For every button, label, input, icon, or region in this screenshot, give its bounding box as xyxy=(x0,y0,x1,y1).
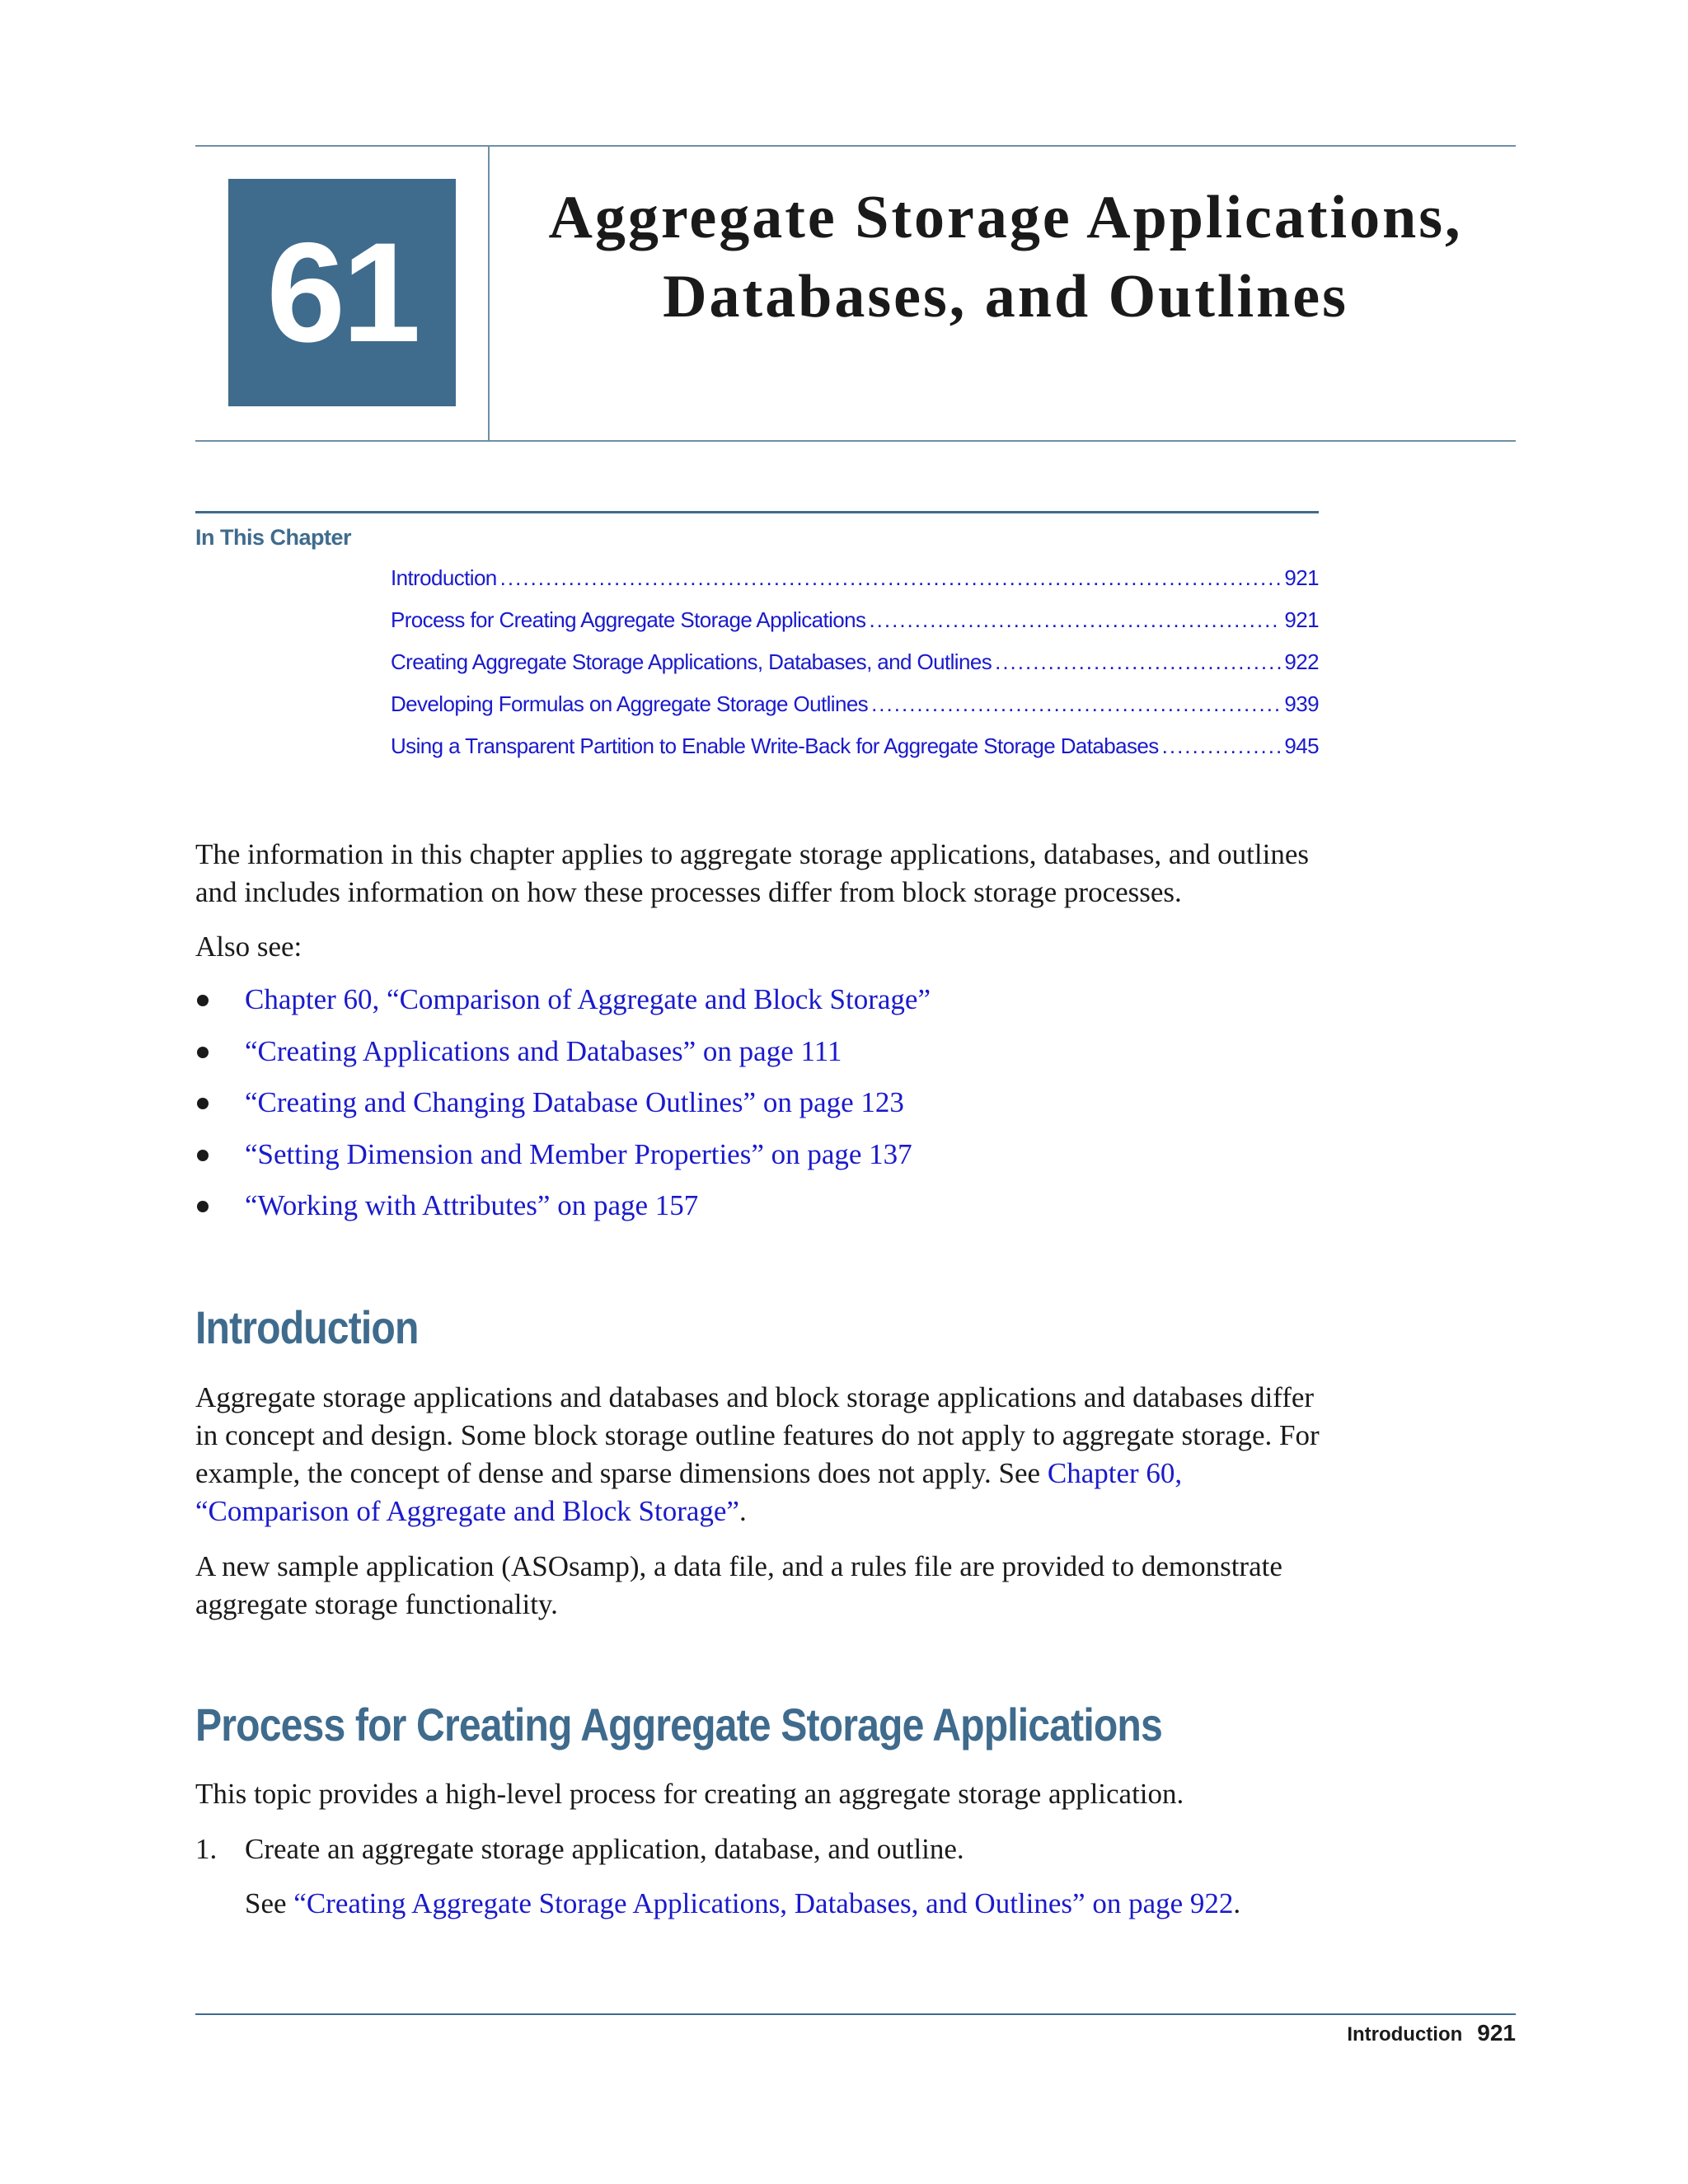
toc-item-page: 945 xyxy=(1284,733,1319,758)
step-text: Create an aggregate storage application, database, and outline. xyxy=(245,1833,964,1865)
also-see-item[interactable] xyxy=(195,1136,1320,1188)
toc-item-page: 921 xyxy=(1284,607,1319,632)
step-number: 1. xyxy=(195,1833,218,1865)
also-see-item[interactable] xyxy=(195,1033,1320,1085)
step-see-label: See xyxy=(245,1887,294,1919)
header-bottom-rule xyxy=(195,440,1516,442)
bullet-icon xyxy=(197,995,209,1006)
also-see-link[interactable]: “Creating and Changing Database Outlines” on page 123 xyxy=(245,1086,904,1118)
toc-leader-dots xyxy=(869,607,1281,633)
chapter-60-link[interactable]: Chapter 60, “Comparison of Aggregate and Block Storage” xyxy=(195,1457,1183,1527)
chapter-intro-paragraph: The information in this chapter applies to aggregate storage applications, databases, and outlines and includes information on how these processes differ from block storage processes. xyxy=(195,838,1309,908)
bullet-icon xyxy=(197,1201,209,1212)
toc-item-partition[interactable] xyxy=(391,733,1319,776)
process-paragraph: This topic provides a high-level process for creating an aggregate storage application. xyxy=(195,1778,1184,1810)
footer-rule xyxy=(195,2013,1516,2015)
also-see-item[interactable] xyxy=(195,1187,1320,1239)
also-see-link[interactable]: “Working with Attributes” on page 157 xyxy=(245,1189,699,1221)
toc-leader-dots xyxy=(1162,733,1282,759)
toc-item-introduction[interactable] xyxy=(391,565,1319,607)
toc-leader-dots xyxy=(995,649,1281,675)
also-see-link[interactable]: “Setting Dimension and Member Properties” on page 137 xyxy=(245,1137,912,1170)
footer-page-number: 921 xyxy=(1477,2020,1516,2046)
introduction-paragraph-1 xyxy=(195,1379,1320,1530)
page-footer xyxy=(1347,2020,1516,2046)
creating-aggregate-storage-link[interactable]: “Creating Aggregate Storage Applications, Databases, and Outlines” on page 922 xyxy=(293,1887,1234,1919)
also-see-link[interactable]: “Creating Applications and Databases” on page 111 xyxy=(245,1034,842,1067)
toc-list xyxy=(391,565,1319,776)
toc-item-title: Introduction xyxy=(391,565,497,590)
toc-item-page: 939 xyxy=(1284,691,1319,716)
step-see-end: . xyxy=(1233,1887,1241,1919)
section-heading-introduction: Introduction xyxy=(195,1301,419,1353)
toc-item-page: 922 xyxy=(1284,649,1319,674)
introduction-paragraph-text: Aggregate storage applications and databases and block storage applications and databases differ in concept and design. Some block storage outline features do not apply to aggregate storage. For example, the concept of dense and sparse dimensions does not apply. See xyxy=(195,1381,1320,1489)
toc-item-title: Process for Creating Aggregate Storage Applications xyxy=(391,607,866,632)
toc-item-title: Developing Formulas on Aggregate Storage Outlines xyxy=(391,691,869,716)
bullet-icon xyxy=(197,1150,209,1161)
toc-item-process[interactable] xyxy=(391,607,1319,649)
also-see-item[interactable] xyxy=(195,981,1320,1033)
toc-rule xyxy=(195,511,1319,513)
chapter-title-line2: Databases, and Outlines xyxy=(663,263,1348,330)
toc-item-page: 921 xyxy=(1284,565,1319,590)
footer-section-name: Introduction xyxy=(1347,2023,1463,2046)
section-heading-process: Process for Creating Aggregate Storage Applications xyxy=(195,1699,1162,1750)
toc-item-title: Using a Transparent Partition to Enable Write-Back for Aggregate Storage Databases xyxy=(391,733,1159,758)
also-see-list xyxy=(195,981,1320,1239)
introduction-paragraph-2: A new sample application (ASOsamp), a data file, and a rules file are provided to demonstrate aggregate storage functionality. xyxy=(195,1550,1282,1620)
toc-item-creating[interactable] xyxy=(391,649,1319,691)
toc-item-title: Creating Aggregate Storage Applications, Databases, and Outlines xyxy=(391,649,992,674)
also-see-label: Also see: xyxy=(195,930,302,963)
header-vertical-rule xyxy=(488,145,490,440)
toc-leader-dots xyxy=(871,691,1281,717)
toc-heading: In This Chapter xyxy=(195,525,352,550)
also-see-item[interactable] xyxy=(195,1084,1320,1136)
step-see-line xyxy=(245,1885,1316,1923)
chapter-number-badge xyxy=(228,179,456,406)
chapter-number: 61 xyxy=(266,213,418,372)
bullet-icon xyxy=(197,1098,209,1109)
bullet-icon xyxy=(197,1047,209,1058)
also-see-link[interactable]: Chapter 60, “Comparison of Aggregate and Block Storage” xyxy=(245,983,931,1015)
header-top-rule xyxy=(195,145,1516,147)
toc-leader-dots xyxy=(500,565,1282,591)
introduction-paragraph-end: . xyxy=(738,1495,747,1527)
chapter-title-line1: Aggregate Storage Applications, xyxy=(548,184,1463,251)
toc-item-formulas[interactable] xyxy=(391,691,1319,733)
chapter-title xyxy=(503,178,1508,336)
